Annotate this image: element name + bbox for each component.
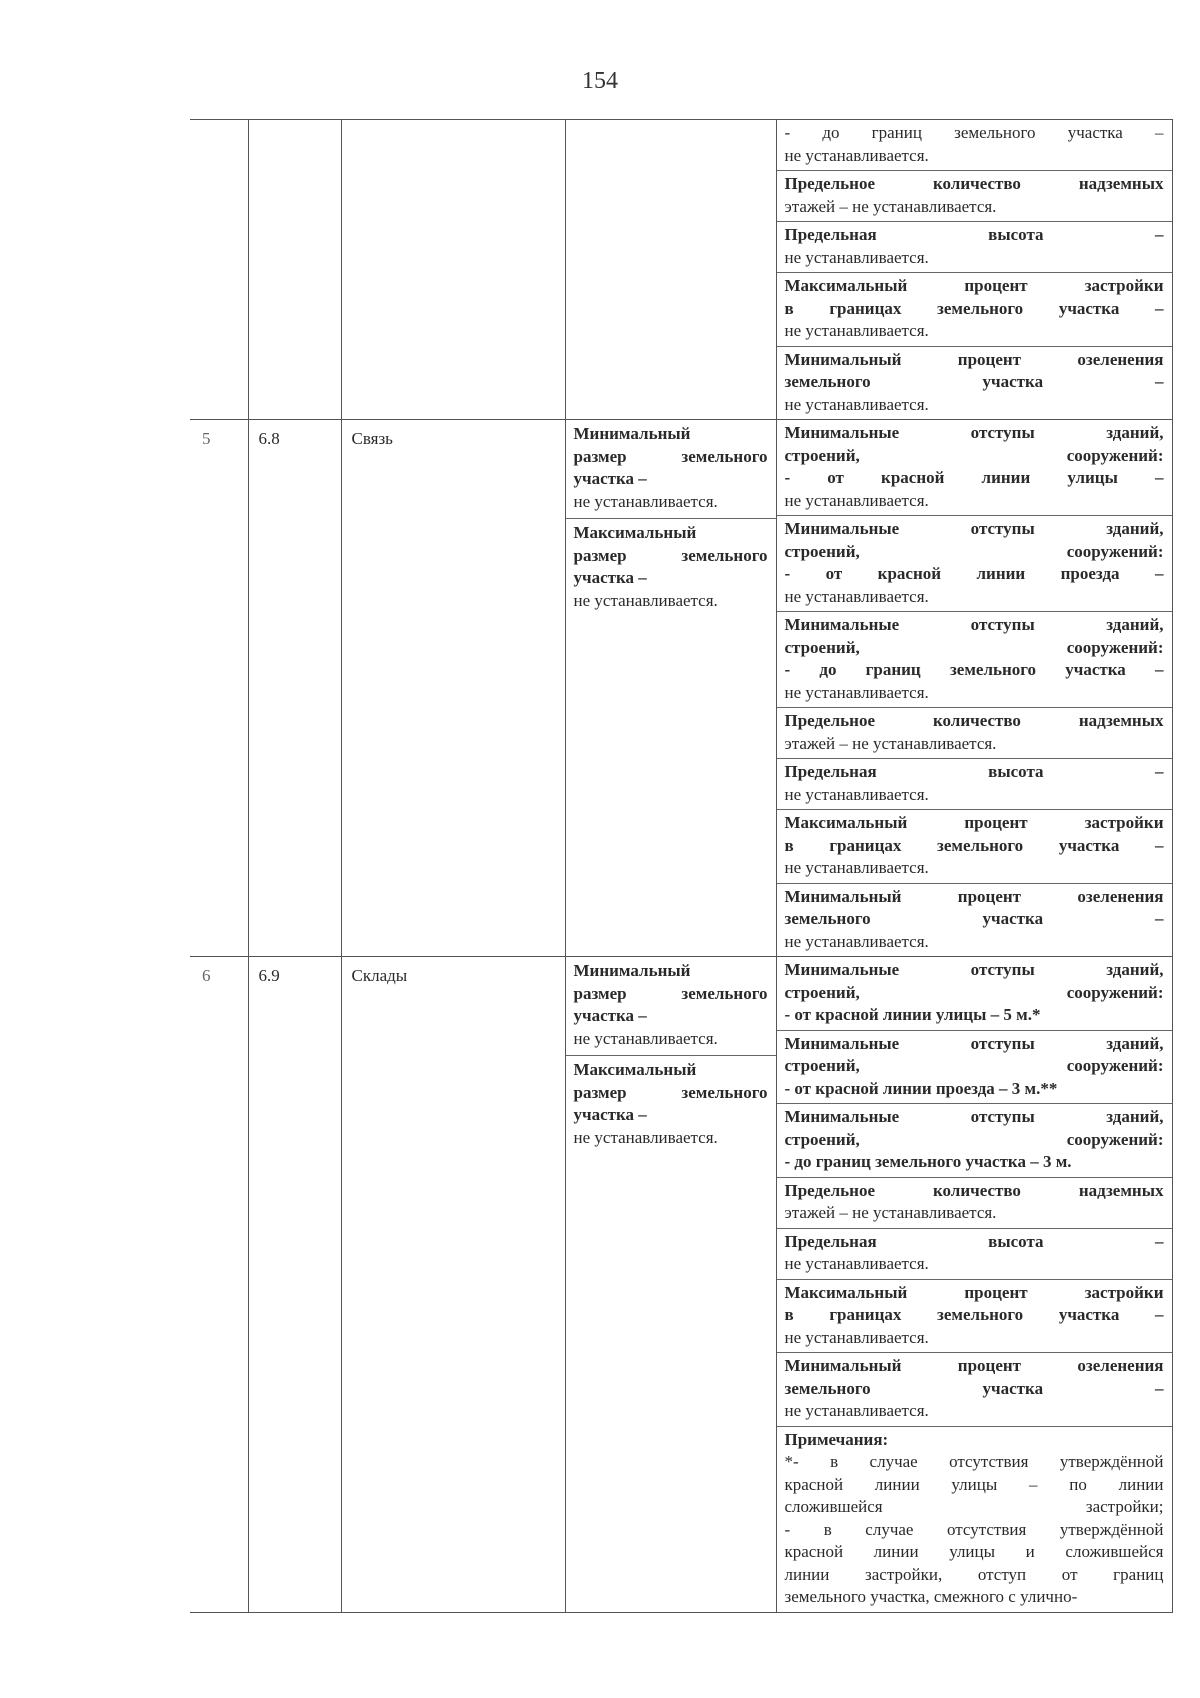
text-line: земельного участка – bbox=[784, 909, 1164, 928]
text-line: Минимальные отступы зданий, bbox=[784, 1107, 1164, 1126]
text-line: линии застройки, отступ от границ bbox=[784, 1564, 1164, 1584]
parameters-cell bbox=[776, 957, 1172, 1613]
text-line: Предельное количество надземных bbox=[784, 1180, 1164, 1200]
plot-size-cell bbox=[565, 957, 776, 1613]
use-name bbox=[341, 120, 565, 420]
row-number bbox=[190, 120, 248, 420]
parameter-block bbox=[777, 273, 1172, 347]
plot-size-cell bbox=[565, 420, 776, 957]
text-line: не устанавливается. bbox=[573, 1028, 718, 1048]
text-line: - в случае отсутствия утверждённой bbox=[784, 1519, 1164, 1539]
text-line: участка – bbox=[573, 1006, 647, 1025]
text-line: Предельное количество надземных bbox=[784, 174, 1164, 193]
text-line: Предельное количество надземных bbox=[784, 711, 1164, 730]
parameter-block bbox=[777, 1031, 1172, 1105]
row-number: 6 bbox=[190, 957, 248, 1613]
text-line: строений, сооружений: bbox=[784, 982, 1164, 1002]
table-row bbox=[190, 120, 1172, 420]
text-line: не устанавливается. bbox=[573, 590, 718, 610]
text-line: не устанавливается. bbox=[784, 682, 929, 702]
parameter-block bbox=[777, 759, 1172, 810]
text-line: Минимальный процент озеленения bbox=[784, 1356, 1164, 1375]
text-line: Максимальный процент застройки bbox=[784, 276, 1164, 295]
text-line: Минимальные отступы зданий, bbox=[784, 615, 1164, 634]
parameter-block bbox=[777, 1280, 1172, 1354]
text-line: не устанавливается. bbox=[784, 1254, 929, 1273]
text-line: участка – bbox=[573, 469, 647, 488]
text-line: - от красной линии улицы – bbox=[784, 468, 1164, 487]
use-code: 6.8 bbox=[248, 420, 341, 957]
text-line: строений, сооружений: bbox=[784, 1056, 1164, 1075]
text-line: участка – bbox=[573, 568, 647, 587]
text-line: Максимальный bbox=[573, 523, 697, 542]
text-line: Максимальный процент застройки bbox=[784, 1282, 1164, 1302]
min-plot-size bbox=[566, 420, 776, 519]
table-row bbox=[190, 957, 1172, 1613]
use-name: Связь bbox=[341, 420, 565, 957]
text-line: не устанавливается. bbox=[784, 321, 929, 340]
parameter-block bbox=[777, 957, 1172, 1031]
text-line: Минимальный bbox=[573, 961, 691, 980]
row-number: 5 bbox=[190, 420, 248, 957]
parameter-block bbox=[777, 708, 1172, 759]
text-line: сложившейся застройки; bbox=[784, 1497, 1164, 1516]
text-line: Минимальный bbox=[573, 424, 691, 443]
text-line: не устанавливается. bbox=[784, 1401, 929, 1420]
text-line: размер земельного bbox=[573, 446, 768, 466]
text-line: этажей – не устанавливается. bbox=[784, 1203, 997, 1222]
parameter-block bbox=[777, 1229, 1172, 1280]
max-plot-size bbox=[566, 1056, 776, 1154]
parameter-block bbox=[777, 171, 1172, 222]
plot-size-cell bbox=[565, 120, 776, 420]
parameter-block bbox=[777, 120, 1172, 171]
text-line: Минимальные отступы зданий, bbox=[784, 1033, 1164, 1053]
text-line: не устанавливается. bbox=[784, 394, 929, 414]
text-line: Предельная высота – bbox=[784, 225, 1164, 244]
use-code: 6.9 bbox=[248, 957, 341, 1613]
parameter-block bbox=[777, 884, 1172, 957]
text-line: Максимальный процент застройки bbox=[784, 813, 1164, 832]
text-line: не устанавливается. bbox=[784, 586, 929, 606]
parameter-block bbox=[777, 1353, 1172, 1427]
text-line: не устанавливается. bbox=[784, 145, 929, 165]
notes-block bbox=[777, 1427, 1172, 1612]
text-line: этажей – не устанавливается. bbox=[784, 733, 997, 753]
text-line: не устанавливается. bbox=[573, 491, 718, 511]
regulations-table bbox=[190, 119, 1173, 1613]
text-line: Минимальный процент озеленения bbox=[784, 349, 1164, 369]
parameter-block bbox=[777, 222, 1172, 273]
text-line: - от красной линии проезда – 3 м.** bbox=[784, 1078, 1058, 1098]
text-line: *- в случае отсутствия утверждённой bbox=[784, 1452, 1164, 1471]
text-line: земельного участка – bbox=[784, 372, 1164, 391]
text-line: не устанавливается. bbox=[784, 490, 929, 510]
parameter-block bbox=[777, 810, 1172, 884]
use-code bbox=[248, 120, 341, 420]
text-line: размер земельного bbox=[573, 545, 768, 565]
text-line: не устанавливается. bbox=[784, 858, 929, 877]
text-line: - от красной линии улицы – 5 м.* bbox=[784, 1005, 1041, 1024]
table-row bbox=[190, 420, 1172, 957]
min-plot-size bbox=[566, 957, 776, 1056]
text-line: Минимальные отступы зданий, bbox=[784, 960, 1164, 979]
parameter-block bbox=[777, 516, 1172, 612]
text-line: Минимальные отступы зданий, bbox=[784, 423, 1164, 442]
text-line: - до границ земельного участка – 3 м. bbox=[784, 1152, 1072, 1171]
parameter-block bbox=[777, 420, 1172, 516]
text-line: земельного участка, смежного с улично- bbox=[784, 1587, 1078, 1606]
parameter-block bbox=[777, 1178, 1172, 1229]
use-name: Склады bbox=[341, 957, 565, 1613]
text-line: Максимальный bbox=[573, 1060, 697, 1079]
parameter-block bbox=[777, 1104, 1172, 1178]
text-line: красной линии улицы – по линии bbox=[784, 1474, 1164, 1494]
text-line: не устанавливается. bbox=[573, 1127, 718, 1147]
text-line: размер земельного bbox=[573, 1082, 768, 1102]
text-line: в границах земельного участка – bbox=[784, 298, 1164, 318]
parameter-block bbox=[777, 612, 1172, 708]
text-line: земельного участка – bbox=[784, 1378, 1164, 1398]
text-line: строений, сооружений: bbox=[784, 637, 1164, 657]
text-line: Минимальный процент озеленения bbox=[784, 886, 1164, 906]
text-line: не устанавливается. bbox=[784, 247, 929, 267]
text-line: строений, сооружений: bbox=[784, 541, 1164, 561]
parameter-block bbox=[777, 347, 1172, 420]
max-plot-size bbox=[566, 519, 776, 617]
text-line: не устанавливается. bbox=[784, 784, 929, 804]
parameters-cell bbox=[776, 420, 1172, 957]
text-line: этажей – не устанавливается. bbox=[784, 196, 997, 216]
text-line: Предельная высота – bbox=[784, 762, 1164, 781]
text-line: Примечания: bbox=[784, 1429, 889, 1449]
text-line: - от красной линии проезда – bbox=[784, 564, 1164, 583]
text-line: красной линии улицы и сложившейся bbox=[784, 1542, 1164, 1561]
text-line: Предельная высота – bbox=[784, 1231, 1164, 1251]
page-number: 154 bbox=[582, 68, 618, 94]
text-line: участка – bbox=[573, 1105, 647, 1124]
text-line: строений, сооружений: bbox=[784, 445, 1164, 465]
text-line: не устанавливается. bbox=[784, 1327, 929, 1347]
text-line: - до границ земельного участка – bbox=[784, 660, 1164, 679]
text-line: размер земельного bbox=[573, 983, 768, 1003]
text-line: не устанавливается. bbox=[784, 931, 929, 951]
text-line: строений, сооружений: bbox=[784, 1129, 1164, 1149]
text-line: Минимальные отступы зданий, bbox=[784, 519, 1164, 538]
text-line: в границах земельного участка – bbox=[784, 835, 1164, 855]
text-line: - до границ земельного участка – bbox=[784, 123, 1164, 142]
parameters-cell bbox=[776, 120, 1172, 420]
text-line: в границах земельного участка – bbox=[784, 1305, 1164, 1324]
